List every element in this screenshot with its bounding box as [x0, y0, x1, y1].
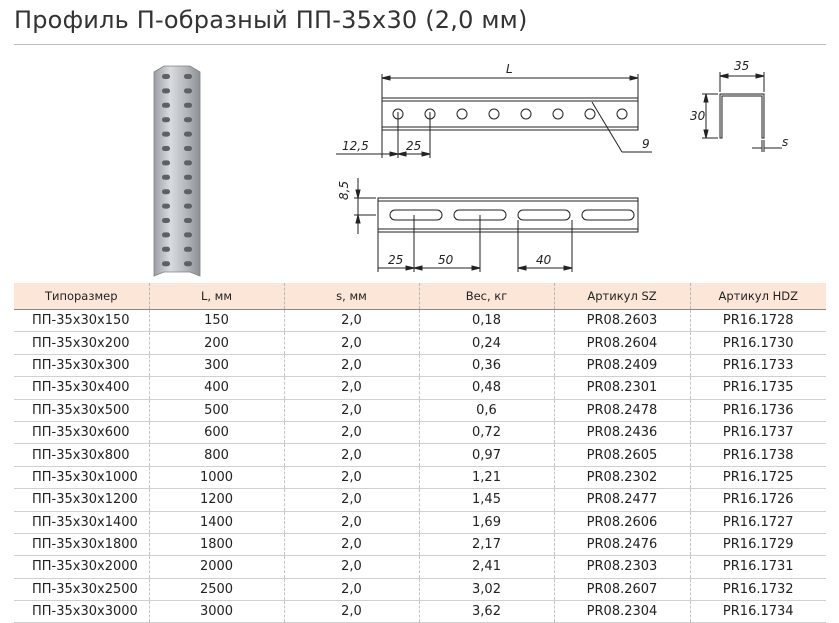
- cell-article-sz: PR08.2604: [554, 332, 690, 354]
- table-row: [14, 354, 826, 376]
- cell-weight: 0,48: [419, 377, 554, 399]
- photo-perforation: [184, 146, 192, 151]
- cell-length: 150: [149, 310, 284, 332]
- table-row: [14, 466, 826, 488]
- photo-perforation: [184, 218, 192, 223]
- cell-weight: 0,24: [419, 332, 554, 354]
- cell-weight: 3,62: [419, 601, 554, 623]
- photo-perforation: [184, 88, 192, 93]
- cell-size: ПП-35х30х3000: [14, 601, 149, 623]
- photo-perforation: [162, 103, 170, 108]
- photo-perforation: [162, 88, 170, 93]
- photo-perforation: [184, 232, 192, 237]
- cell-length: 2500: [149, 578, 284, 600]
- photo-perforation: [162, 204, 170, 209]
- cell-article-sz: PR08.2478: [554, 399, 690, 421]
- round-hole: [553, 109, 563, 119]
- cell-length: 500: [149, 399, 284, 421]
- cell-size: ПП-35х30х200: [14, 332, 149, 354]
- cell-thickness: 2,0: [284, 556, 419, 578]
- header-article-sz: Артикул SZ: [554, 283, 690, 310]
- cell-article-sz: PR08.2409: [554, 354, 690, 376]
- cell-article-hdz: PR16.1727: [690, 511, 826, 533]
- cell-thickness: 2,0: [284, 377, 419, 399]
- cell-length: 300: [149, 354, 284, 376]
- table-row: [14, 421, 826, 443]
- round-hole: [617, 109, 627, 119]
- cell-length: 3000: [149, 601, 284, 623]
- cell-article-sz: PR08.2301: [554, 377, 690, 399]
- photo-perforation: [184, 189, 192, 194]
- cell-weight: 0,97: [419, 444, 554, 466]
- header-thickness: s, мм: [284, 283, 419, 310]
- cell-thickness: 2,0: [284, 444, 419, 466]
- table-row: [14, 377, 826, 399]
- height-label: 30: [690, 109, 706, 123]
- cell-length: 1000: [149, 466, 284, 488]
- cell-weight: 0,36: [419, 354, 554, 376]
- table-row: [14, 578, 826, 600]
- cell-thickness: 2,0: [284, 533, 419, 555]
- cell-thickness: 2,0: [284, 466, 419, 488]
- cell-thickness: 2,0: [284, 421, 419, 443]
- cell-thickness: 2,0: [284, 332, 419, 354]
- photo-perforation: [184, 175, 192, 180]
- photo-perforation: [184, 74, 192, 79]
- cell-article-hdz: PR16.1726: [690, 489, 826, 511]
- table-row: [14, 601, 826, 623]
- cell-article-hdz: PR16.1728: [690, 310, 826, 332]
- cell-size: ПП-35х30х400: [14, 377, 149, 399]
- photo-perforation: [184, 132, 192, 137]
- cell-article-sz: PR08.2477: [554, 489, 690, 511]
- slot-hole: [518, 210, 570, 220]
- cell-article-hdz: PR16.1730: [690, 332, 826, 354]
- cell-length: 1400: [149, 511, 284, 533]
- photo-perforation: [184, 247, 192, 252]
- cell-size: ПП-35х30х300: [14, 354, 149, 376]
- cell-size: ПП-35х30х2500: [14, 578, 149, 600]
- cell-length: 1200: [149, 489, 284, 511]
- cell-length: 400: [149, 377, 284, 399]
- cell-length: 200: [149, 332, 284, 354]
- photo-perforation: [162, 218, 170, 223]
- pitch-label: 25: [406, 139, 422, 153]
- cell-article-hdz: PR16.1733: [690, 354, 826, 376]
- slot-view-drawing: [337, 168, 650, 278]
- photo-perforation: [162, 232, 170, 237]
- table-row: [14, 310, 826, 332]
- cell-article-hdz: PR16.1732: [690, 578, 826, 600]
- cell-thickness: 2,0: [284, 399, 419, 421]
- table-header-row: [14, 283, 826, 310]
- cell-size: ПП-35х30х1200: [14, 489, 149, 511]
- cell-thickness: 2,0: [284, 511, 419, 533]
- slot-hole: [390, 210, 442, 220]
- round-hole: [457, 109, 467, 119]
- cell-weight: 3,02: [419, 578, 554, 600]
- photo-perforation: [162, 160, 170, 165]
- table-row: [14, 489, 826, 511]
- cell-thickness: 2,0: [284, 578, 419, 600]
- cell-article-sz: PR08.2605: [554, 444, 690, 466]
- cell-article-hdz: PR16.1734: [690, 601, 826, 623]
- cross-section-drawing: [680, 56, 800, 160]
- title-divider: [14, 44, 826, 45]
- cell-length: 600: [149, 421, 284, 443]
- cell-article-sz: PR08.2436: [554, 421, 690, 443]
- photo-perforation: [184, 261, 192, 266]
- cell-article-hdz: PR16.1731: [690, 556, 826, 578]
- width-label: 35: [734, 59, 750, 73]
- cell-size: ПП-35х30х500: [14, 399, 149, 421]
- cell-length: 2000: [149, 556, 284, 578]
- header-length: L, мм: [149, 283, 284, 310]
- photo-perforation: [162, 132, 170, 137]
- cell-article-sz: PR08.2607: [554, 578, 690, 600]
- cell-weight: 0,72: [419, 421, 554, 443]
- slot-length-label: 40: [536, 253, 552, 267]
- cell-weight: 2,41: [419, 556, 554, 578]
- table-row: [14, 444, 826, 466]
- photo-perforation: [184, 117, 192, 122]
- cell-article-hdz: PR16.1736: [690, 399, 826, 421]
- slot-hole: [582, 210, 634, 220]
- cell-article-sz: PR08.2476: [554, 533, 690, 555]
- top-view-drawing: [330, 54, 670, 166]
- cell-size: ПП-35х30х2000: [14, 556, 149, 578]
- cell-thickness: 2,0: [284, 354, 419, 376]
- photo-perforation: [162, 261, 170, 266]
- cell-size: ПП-35х30х1800: [14, 533, 149, 555]
- slot-offset-label: 25: [388, 253, 404, 267]
- cell-article-hdz: PR16.1725: [690, 466, 826, 488]
- cell-article-sz: PR08.2302: [554, 466, 690, 488]
- thickness-label: s: [782, 135, 789, 149]
- photo-perforation: [162, 74, 170, 79]
- photo-perforation: [162, 117, 170, 122]
- round-hole: [521, 109, 531, 119]
- length-label: L: [506, 62, 513, 76]
- photo-perforation: [162, 189, 170, 194]
- slot-height-label: 8,5: [337, 180, 351, 200]
- cell-thickness: 2,0: [284, 310, 419, 332]
- cell-thickness: 2,0: [284, 601, 419, 623]
- spec-table: [14, 283, 826, 623]
- cell-size: ПП-35х30х1000: [14, 466, 149, 488]
- photo-perforation: [184, 204, 192, 209]
- photo-perforation: [184, 160, 192, 165]
- cell-size: ПП-35х30х600: [14, 421, 149, 443]
- offset-label: 12,5: [342, 139, 369, 153]
- photo-perforation: [184, 103, 192, 108]
- cell-article-hdz: PR16.1729: [690, 533, 826, 555]
- page-title: Профиль П-образный ПП-35х30 (2,0 мм): [14, 6, 528, 34]
- header-weight: Вес, кг: [419, 283, 554, 310]
- cell-article-hdz: PR16.1737: [690, 421, 826, 443]
- cell-article-sz: PR08.2603: [554, 310, 690, 332]
- cell-article-sz: PR08.2606: [554, 511, 690, 533]
- photo-perforation: [162, 247, 170, 252]
- header-article-hdz: Артикул HDZ: [690, 283, 826, 310]
- cell-article-hdz: PR16.1738: [690, 444, 826, 466]
- hole-diameter-label: 9: [642, 137, 650, 151]
- photo-perforation: [162, 146, 170, 151]
- cell-article-sz: PR08.2304: [554, 601, 690, 623]
- cell-weight: 1,69: [419, 511, 554, 533]
- table-row: [14, 332, 826, 354]
- cell-weight: 2,17: [419, 533, 554, 555]
- cell-size: ПП-35х30х1400: [14, 511, 149, 533]
- slot-pitch-label: 50: [438, 253, 454, 267]
- photo-perforation: [162, 175, 170, 180]
- cell-article-sz: PR08.2303: [554, 556, 690, 578]
- cell-weight: 1,45: [419, 489, 554, 511]
- table-row: [14, 399, 826, 421]
- header-size: Типоразмер: [14, 283, 149, 310]
- table-row: [14, 556, 826, 578]
- table-row: [14, 533, 826, 555]
- cell-weight: 0,18: [419, 310, 554, 332]
- profile-photo: [150, 64, 202, 278]
- cell-article-hdz: PR16.1735: [690, 377, 826, 399]
- cell-size: ПП-35х30х800: [14, 444, 149, 466]
- round-hole: [585, 109, 595, 119]
- cell-length: 1800: [149, 533, 284, 555]
- cell-size: ПП-35х30х150: [14, 310, 149, 332]
- cell-weight: 0,6: [419, 399, 554, 421]
- cell-thickness: 2,0: [284, 489, 419, 511]
- cell-weight: 1,21: [419, 466, 554, 488]
- cell-length: 800: [149, 444, 284, 466]
- table-row: [14, 511, 826, 533]
- round-hole: [489, 109, 499, 119]
